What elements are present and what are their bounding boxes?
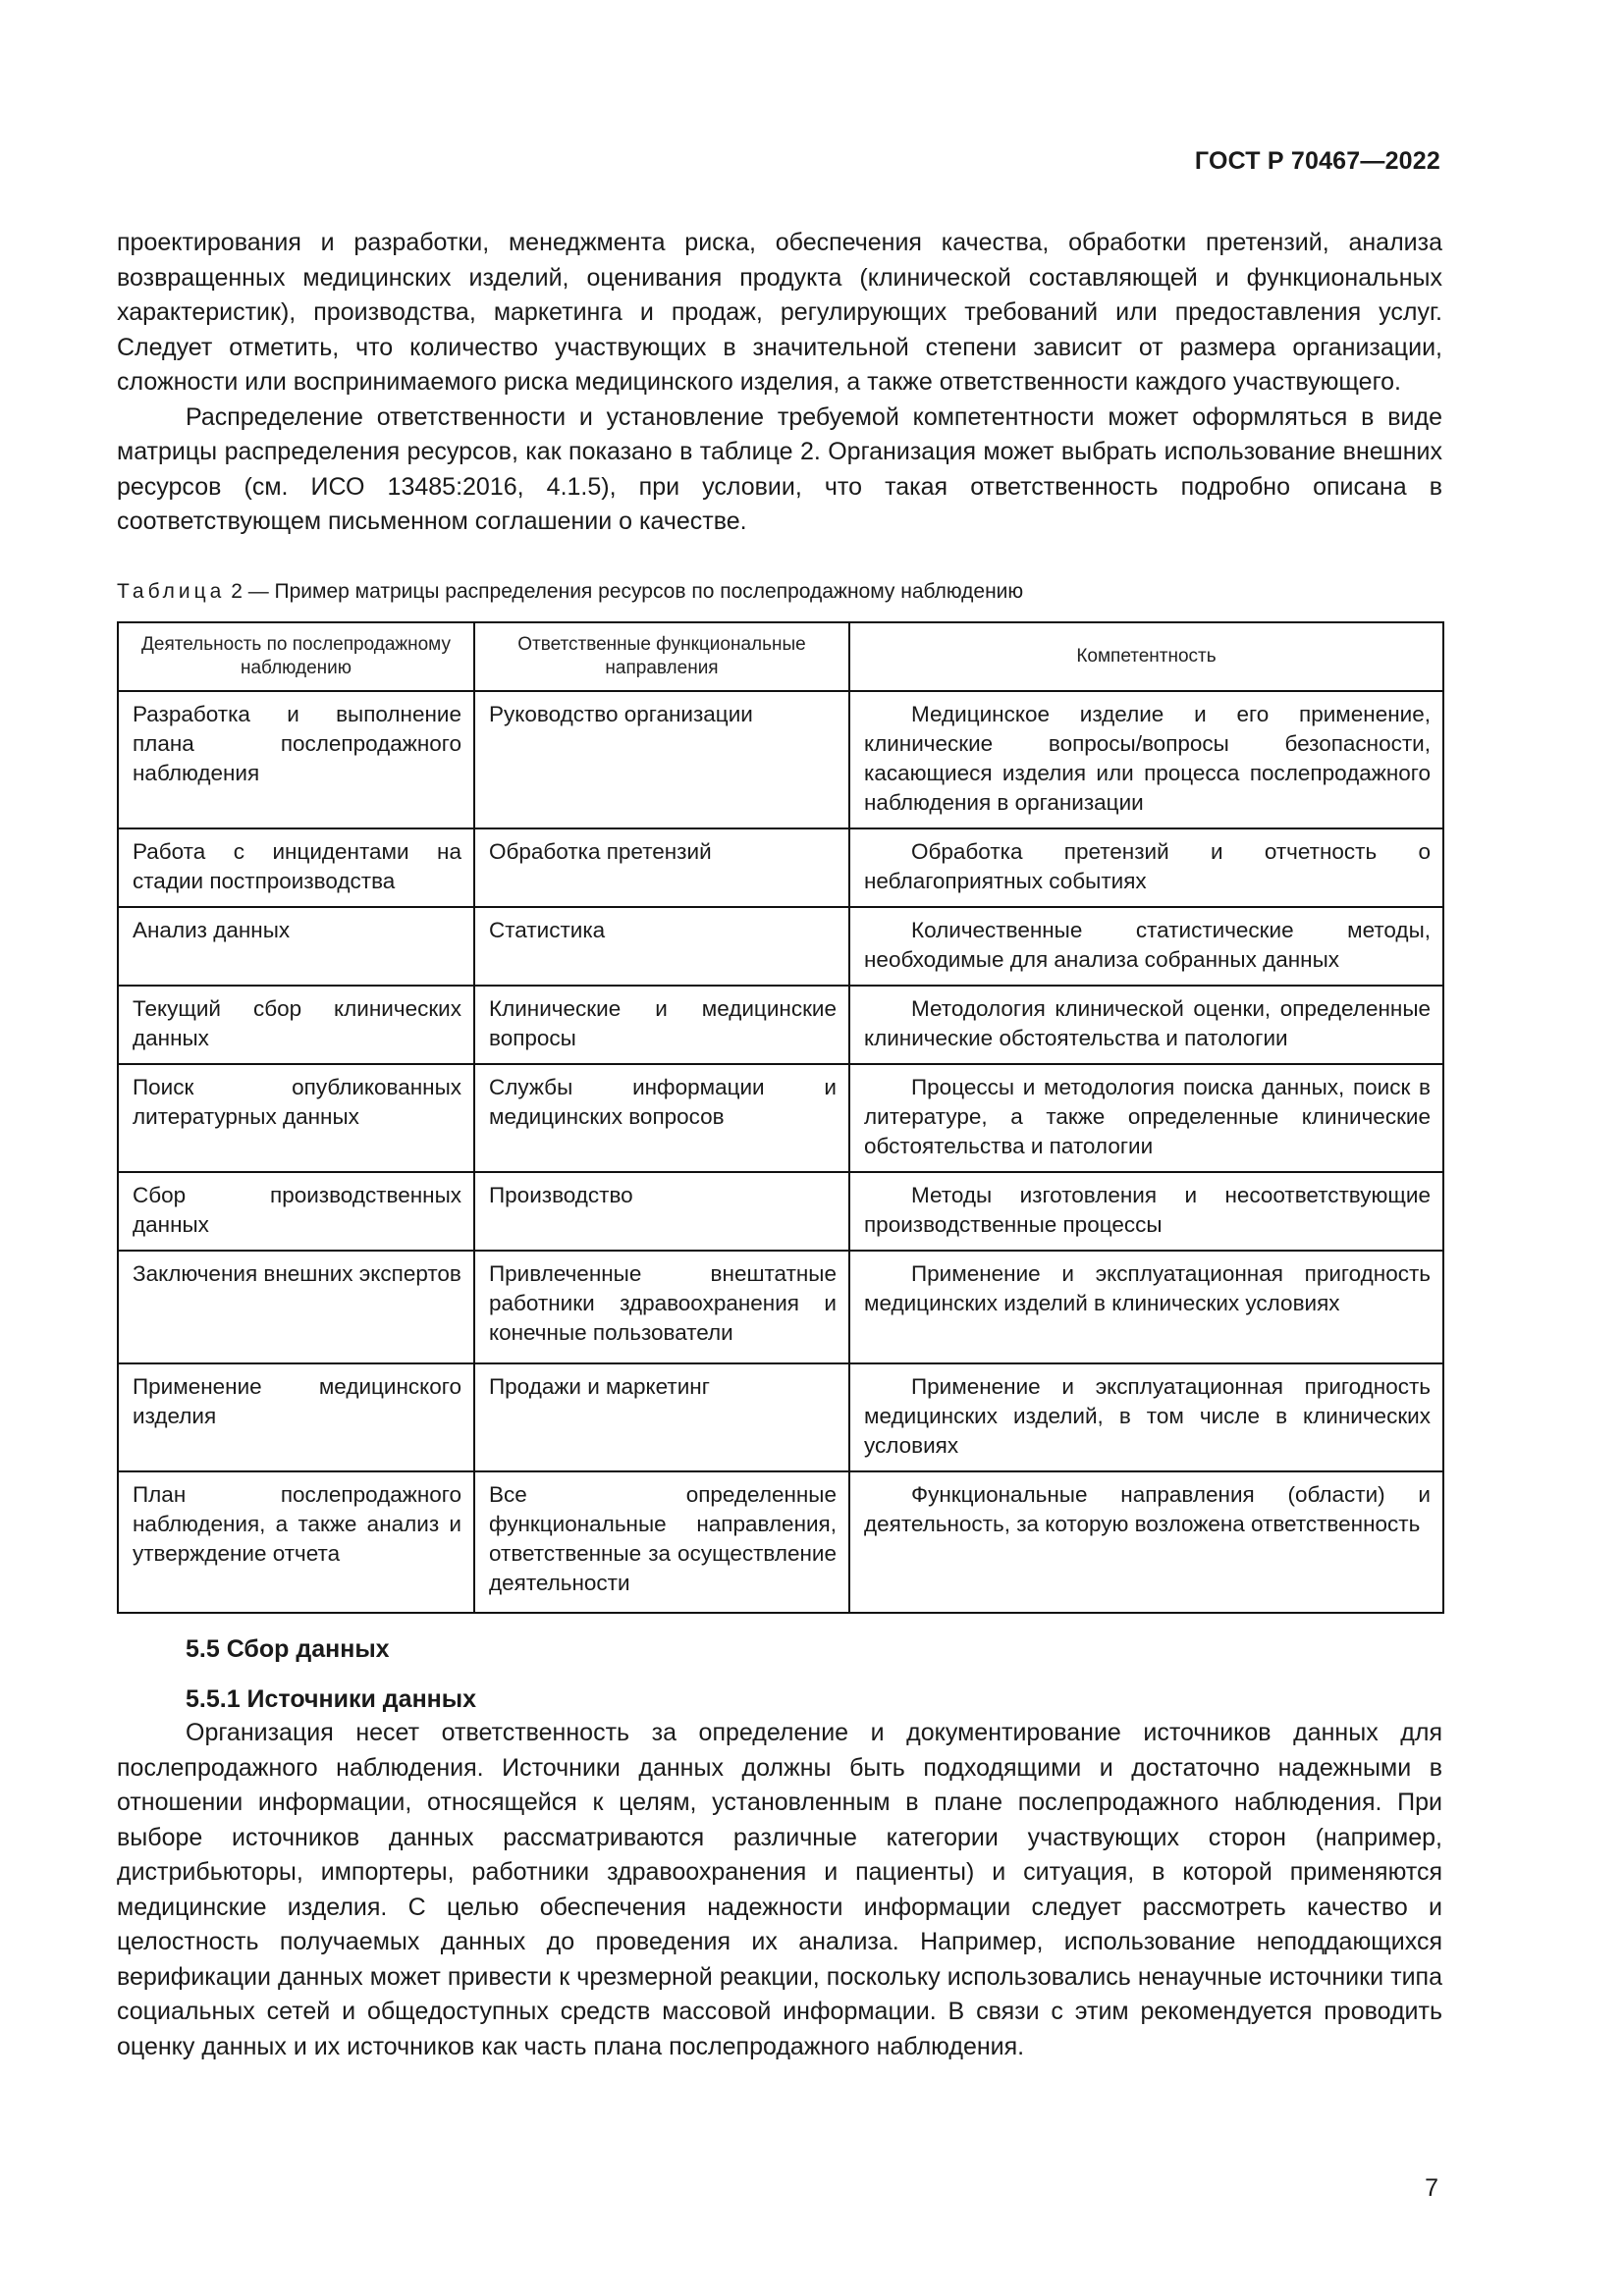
activity-cell: План послепродажного наблюдения, а также анализ и утверждение отчета: [118, 1471, 474, 1613]
competence-cell: Количественные статистические методы, необходимые для анализа собранных данных: [849, 907, 1443, 986]
table-header-cell: Компетентность: [849, 622, 1443, 691]
table-caption: [117, 580, 1023, 604]
table-caption-text: 2 — Пример матрицы распределения ресурсов по послепродажному наблюдению: [231, 580, 1024, 603]
table-header-row: [118, 622, 1443, 691]
table-caption-label: Таблица: [117, 580, 226, 603]
document-header: ГОСТ Р 70467—2022: [1194, 147, 1440, 175]
responsible-cell: Обработка претензий: [474, 828, 849, 907]
table-row: [118, 1172, 1443, 1251]
page-number: 7: [1425, 2174, 1438, 2202]
table-row: [118, 1064, 1443, 1172]
activity-cell: Заключения внешних экспертов: [118, 1251, 474, 1363]
intro-paragraph: Распределение ответственности и установление требуемой компетентности может оформляться в виде матрицы распределения ресурсов, как показано в таблице 2. Организация может выбрать использование внешних ресурсов (см. ИСО 13485:2016, 4.1.5), при условии, что такая ответственность подробно описана в соответствующем письменном соглашении о качестве.: [117, 402, 1442, 535]
activity-cell: Разработка и выполнение плана послепродажного наблюдения: [118, 691, 474, 828]
resource-matrix-table: [117, 621, 1444, 1614]
table-row: [118, 691, 1443, 828]
data-sources-text: [117, 1716, 1442, 2064]
table-row: [118, 986, 1443, 1064]
competence-cell: Применение и эксплуатационная пригодность медицинских изделий, в том числе в клинических условиях: [849, 1363, 1443, 1471]
competence-cell: Методология клинической оценки, определенные клинические обстоятельства и патологии: [849, 986, 1443, 1064]
intro-paragraph: проектирования и разработки, менеджмента риска, обеспечения качества, обработки претензий, анализа возвращенных медицинских изделий, оценивания продукта (клинической составляющей и функциональных характеристик), производства, маркетинга и продаж, регулирующих требований или предоставления услуг. Следует отметить, что количество участвующих в значительной степени зависит от размера организации, сложности или воспринимаемого риска медицинского изделия, а также ответственности каждого участвующего.: [117, 229, 1442, 396]
competence-cell: Методы изготовления и несоответствующие производственные процессы: [849, 1172, 1443, 1251]
table-row: [118, 907, 1443, 986]
body-paragraph: Организация несет ответственность за определение и документирование источников данных для послепродажного наблюдения. Источники данных должны быть подходящими и достаточно надежными в отношении информации, относящейся к целям, установленным в плане послепродажного наблюдения. При выборе источников данных рассматриваются различные категории участвующих сторон (например, дистрибьюторы, импортеры, работники здравоохранения и пациенты) и ситуация, в которой применяются медицинские изделия. С целью обеспечения надежности информации следует рассмотреть качество и целостность получаемых данных до проведения их анализа. Например, использование неподдающихся верификации данных может привести к чрезмерной реакции, поскольку использовались ненаучные источники типа социальных сетей и общедоступных средств массовой информации. В связи с этим рекомендуется проводить оценку данных и их источников как часть плана послепродажного наблюдения.: [117, 1719, 1442, 2060]
subsection-heading: 5.5.1 Источники данных: [186, 1685, 477, 1713]
competence-cell: Процессы и методология поиска данных, поиск в литературе, а также определенные клинические обстоятельства и патологии: [849, 1064, 1443, 1172]
competence-cell: Применение и эксплуатационная пригодность медицинских изделий в клинических условиях: [849, 1251, 1443, 1363]
activity-cell: Текущий сбор клинических данных: [118, 986, 474, 1064]
table-row: [118, 828, 1443, 907]
activity-cell: Работа с инцидентами на стадии постпроизводства: [118, 828, 474, 907]
activity-cell: Анализ данных: [118, 907, 474, 986]
table-row: [118, 1471, 1443, 1613]
responsible-cell: Все определенные функциональные направления, ответственные за осуществление деятельности: [474, 1471, 849, 1613]
competence-cell: Медицинское изделие и его применение, клинические вопросы/вопросы безопасности, касающиеся изделия или процесса послепродажного наблюдения в организации: [849, 691, 1443, 828]
responsible-cell: Привлеченные внештатные работники здравоохранения и конечные пользователи: [474, 1251, 849, 1363]
intro-text: [117, 226, 1442, 540]
responsible-cell: Клинические и медицинские вопросы: [474, 986, 849, 1064]
responsible-cell: Продажи и маркетинг: [474, 1363, 849, 1471]
activity-cell: Сбор производственных данных: [118, 1172, 474, 1251]
responsible-cell: Производство: [474, 1172, 849, 1251]
table-row: [118, 1363, 1443, 1471]
responsible-cell: Руководство организации: [474, 691, 849, 828]
responsible-cell: Службы информации и медицинских вопросов: [474, 1064, 849, 1172]
responsible-cell: Статистика: [474, 907, 849, 986]
competence-cell: Обработка претензий и отчетность о неблагоприятных событиях: [849, 828, 1443, 907]
activity-cell: Применение медицинского изделия: [118, 1363, 474, 1471]
table-header-cell: Деятельность по послепродажному наблюдению: [118, 622, 474, 691]
competence-cell: Функциональные направления (области) и деятельность, за которую возложена ответственность: [849, 1471, 1443, 1613]
table-header-cell: Ответственные функциональные направления: [474, 622, 849, 691]
table-row: [118, 1251, 1443, 1363]
activity-cell: Поиск опубликованных литературных данных: [118, 1064, 474, 1172]
section-heading: 5.5 Сбор данных: [186, 1635, 390, 1663]
